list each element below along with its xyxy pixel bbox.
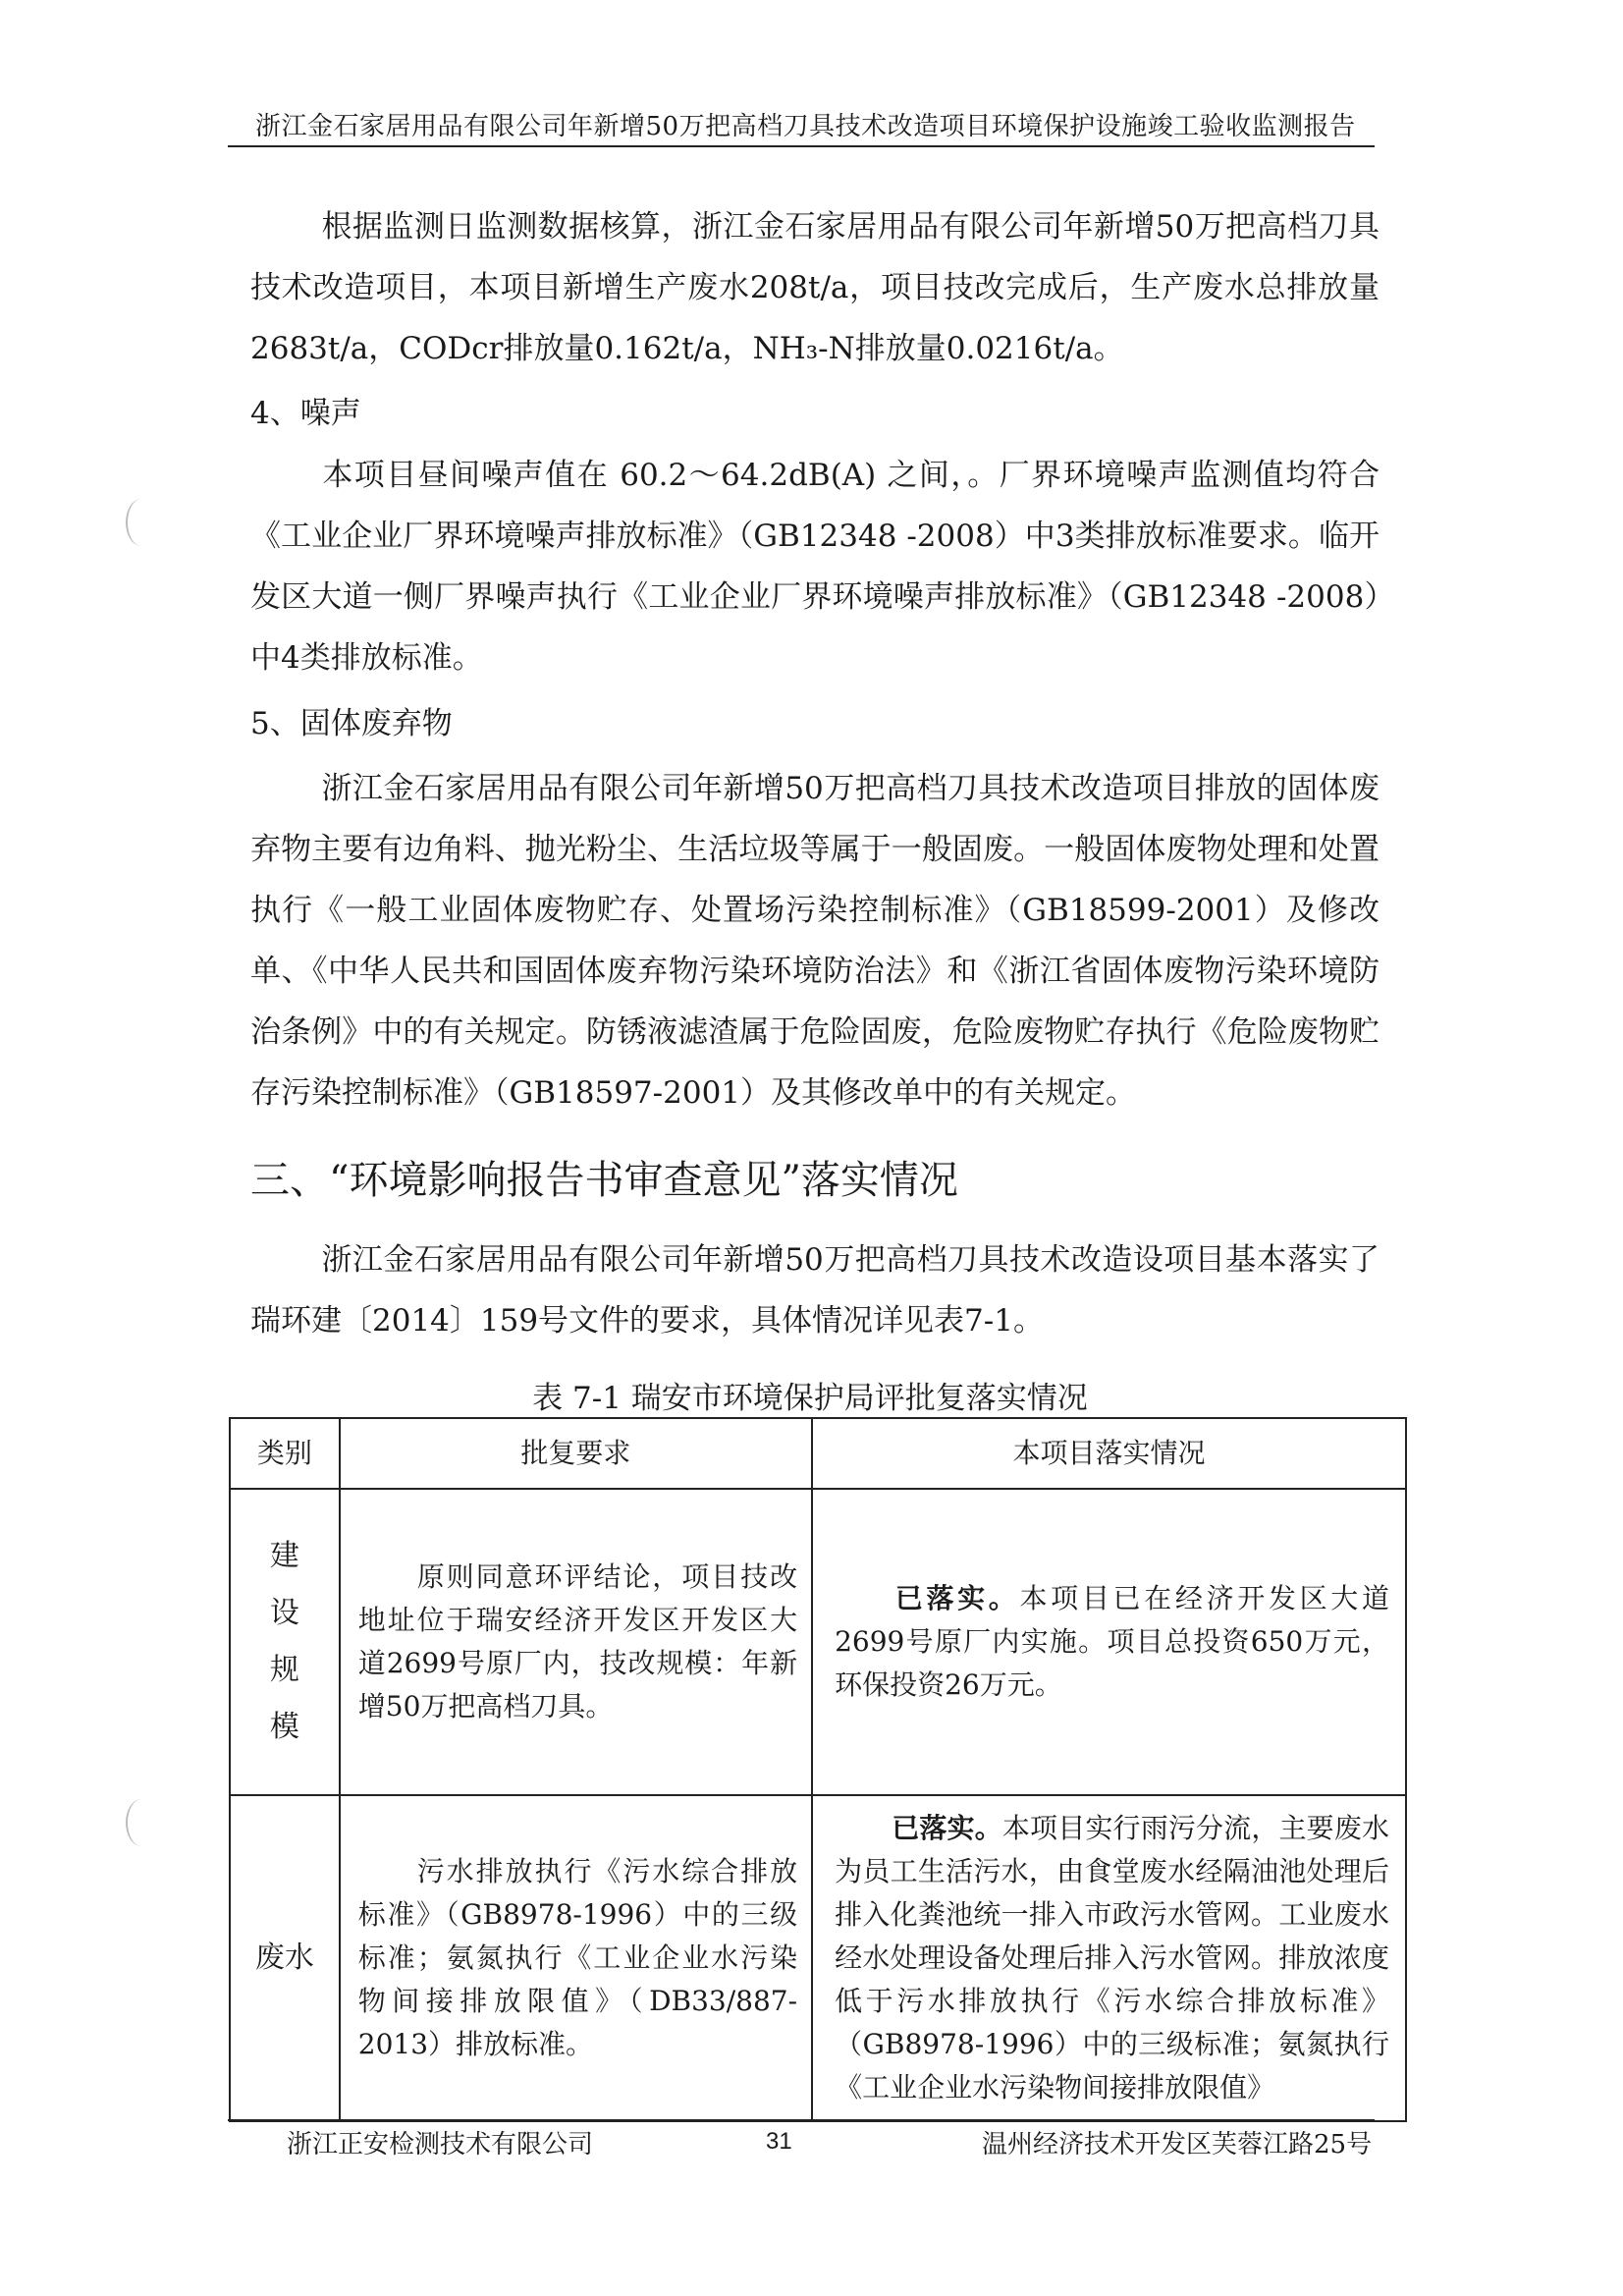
- running-header: 浙江金石家居用品有限公司年新增50万把高档刀具技术改造项目环境保护设施竣工验收监测报告: [255, 112, 1356, 141]
- requirement-cell: 原则同意环评结论，项目技改地址位于瑞安经济开发区开发区大道2699号原厂内，技改规模：年新增50万把高档刀具。: [340, 1489, 812, 1795]
- status-label: 已落实。: [892, 1582, 1020, 1614]
- requirement-cell: 污水排放执行《污水综合排放标准》（GB8978-1996）中的三级标准；氨氮执行《工业企业水污染物间接排放限值》（DB33/887-2013）排放标准。: [340, 1795, 812, 2121]
- solid-waste-heading: 5、固体废弃物: [250, 706, 453, 741]
- binder-hole-mark: [126, 499, 157, 546]
- paragraph-wastewater-total: 根据监测日监测数据核算，浙江金石家居用品有限公司年新增50万把高档刀具技术改造项目，本项目新增生产废水208t/a，项目技改完成后，生产废水总排放量2683t/a，CODcr排放量0.162t/a，NH₃-N排放量0.0216t/a。: [250, 209, 1380, 366]
- table-header-row: [230, 1418, 1406, 1489]
- status-label: 已落实。: [892, 1812, 1002, 1844]
- paragraph-noise: 本项目昼间噪声值在 60.2～64.2dB(A) 之间，。厂界环境噪声监测值均符合《工业企业厂界环境噪声排放标准》（GB12348 -2008）中3类排放标准要求。临开发区大道一侧厂界噪声执行《工业企业厂界环境噪声排放标准》（GB12348 -2008）中4类排放标准。: [250, 458, 1380, 676]
- category-cell: 建 设 规 模: [230, 1489, 340, 1795]
- page-number: 31: [766, 2128, 792, 2155]
- footer-address: 温州经济技术开发区芙蓉江路25号: [982, 2130, 1373, 2159]
- table-row: [230, 1795, 1406, 2121]
- paragraph-section-intro: 浙江金石家居用品有限公司年新增50万把高档刀具技术改造设项目基本落实了瑞环建〔2014〕159号文件的要求，具体情况详见表7-1。: [250, 1242, 1380, 1339]
- category-cell: 废水: [230, 1795, 340, 2121]
- binder-hole-mark: [126, 1799, 157, 1846]
- implementation-cell: 已落实。本项目已在经济开发区大道2699号原厂内实施。项目总投资650万元，环保投资26万元。: [812, 1489, 1406, 1795]
- paragraph-solid-waste: 浙江金石家居用品有限公司年新增50万把高档刀具技术改造项目排放的固体废弃物主要有边角料、抛光粉尘、生活垃圾等属于一般固废。一般固体废物处理和处置执行《一般工业固体废物贮存、处置场污染控制标准》（GB18599-2001）及修改单、《中华人民共和国固体废弃物污染环境防治法》和《浙江省固体废物污染环境防治条例》中的有关规定。防锈液滤渣属于危险固废，危险废物贮存执行《危险废物贮存污染控制标准》（GB18597-2001）及其修改单中的有关规定。: [250, 771, 1380, 1111]
- table-header-cell: 类别: [230, 1418, 340, 1489]
- table-caption: 表 7-1 瑞安市环境保护局评批复落实情况: [532, 1381, 1088, 1416]
- table-header-cell: 本项目落实情况: [812, 1418, 1406, 1489]
- header-rule: [228, 145, 1375, 147]
- footer-company: 浙江正安检测技术有限公司: [287, 2130, 594, 2159]
- footer-rule: [228, 2119, 1375, 2121]
- table-header-cell: 批复要求: [340, 1418, 812, 1489]
- table-row: [230, 1489, 1406, 1795]
- section-heading: 三、“环境影响报告书审查意见”落实情况: [250, 1158, 958, 1203]
- implementation-cell: 已落实。本项目实行雨污分流，主要废水为员工生活污水，由食堂废水经隔油池处理后排入化粪池统一排入市政污水管网。工业废水经水处理设备处理后排入污水管网。排放浓度低于污水排放执行《污水综合排放标准》（GB8978-1996）中的三级标准；氨氮执行《工业企业水污染物间接排放限值》: [812, 1795, 1406, 2121]
- noise-heading: 4、噪声: [250, 396, 361, 431]
- approval-table: [229, 1417, 1407, 2122]
